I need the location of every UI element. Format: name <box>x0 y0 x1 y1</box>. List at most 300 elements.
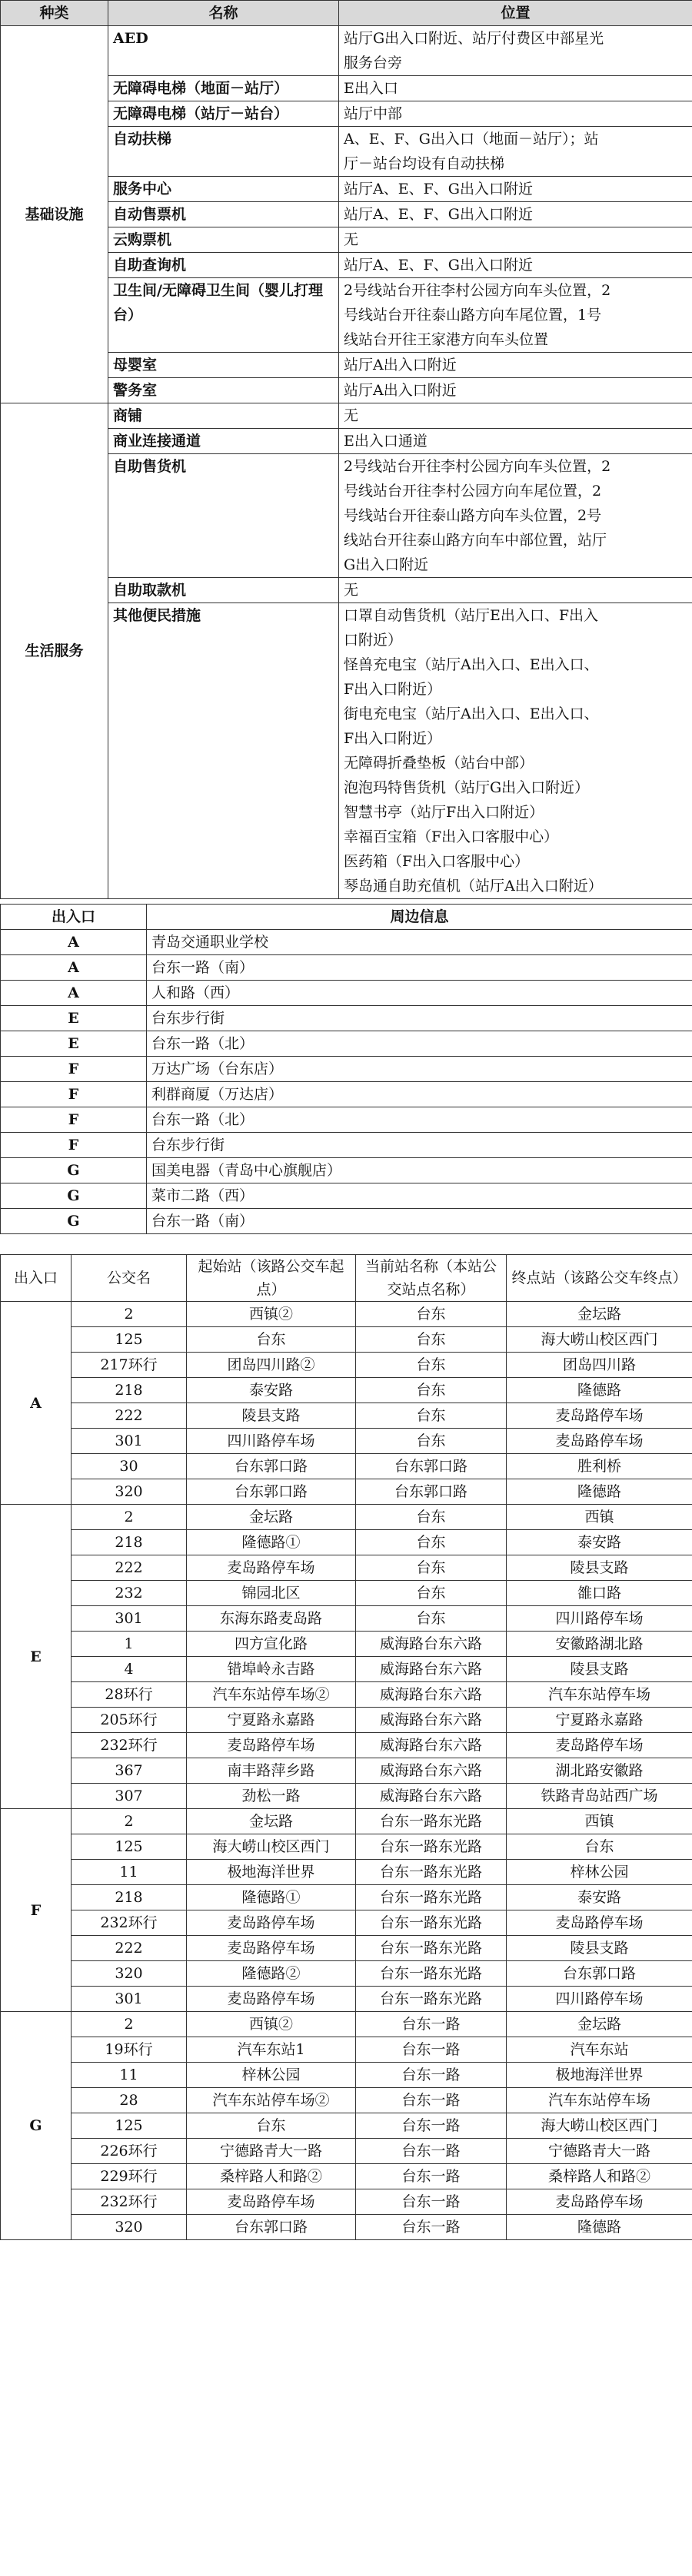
bus-body <box>1 1302 692 2240</box>
surroundings-gate: G <box>1 1209 147 1234</box>
surroundings-info: 台东步行街 <box>147 1006 692 1031</box>
bus-header-route: 公交名 <box>72 1255 187 1302</box>
bus-start-stop: 宁夏路永嘉路 <box>187 1708 356 1733</box>
bus-start-stop: 泰安路 <box>187 1378 356 1403</box>
bus-start-stop: 麦岛路停车场 <box>187 1733 356 1758</box>
bus-current-stop: 台东 <box>356 1403 507 1429</box>
bus-header-start: 起始站（该路公交车起点） <box>187 1255 356 1302</box>
bus-end-stop: 桑梓路人和路② <box>507 2164 692 2189</box>
bus-end-stop: 泰安路 <box>507 1885 692 1910</box>
surroundings-info: 台东一路（南） <box>147 1209 692 1234</box>
bus-row <box>1 1505 692 1530</box>
surroundings-section <box>0 904 692 1234</box>
bus-current-stop: 台东一路东光路 <box>356 1885 507 1910</box>
bus-current-stop: 台东 <box>356 1429 507 1454</box>
bus-current-stop: 台东一路 <box>356 2215 507 2240</box>
facility-location <box>339 429 692 454</box>
bus-start-stop: 汽车东站1 <box>187 2037 356 2063</box>
bus-current-stop: 威海路台东六路 <box>356 1758 507 1784</box>
facility-location-line: 2号线站台开往李村公园方向车头位置，2 <box>344 458 611 475</box>
bus-route-name: 11 <box>72 1860 187 1885</box>
facility-name: 其他便民措施 <box>108 603 339 899</box>
surroundings-gate: F <box>1 1133 147 1158</box>
bus-current-stop: 台东一路东光路 <box>356 1834 507 1860</box>
bus-route-name: 222 <box>72 1936 187 1961</box>
bus-route-name: 2 <box>72 2012 187 2037</box>
bus-current-stop: 台东 <box>356 1378 507 1403</box>
bus-end-stop: 隆德路 <box>507 1479 692 1505</box>
bus-start-stop: 南丰路萍乡路 <box>187 1758 356 1784</box>
bus-row <box>1 2037 692 2063</box>
surroundings-info: 台东一路（南） <box>147 955 692 981</box>
facility-location <box>339 378 692 403</box>
bus-route-name: 367 <box>72 1758 187 1784</box>
bus-row <box>1 1530 692 1555</box>
bus-row <box>1 1809 692 1834</box>
bus-current-stop: 台东一路东光路 <box>356 1809 507 1834</box>
surroundings-info: 青岛交通职业学校 <box>147 930 692 955</box>
facility-location <box>339 227 692 253</box>
bus-start-stop: 汽车东站停车场② <box>187 1682 356 1708</box>
bus-gate: F <box>1 1809 72 2012</box>
facility-location <box>339 454 692 578</box>
surroundings-info: 万达广场（台东店） <box>147 1057 692 1082</box>
bus-current-stop: 台东 <box>356 1530 507 1555</box>
bus-route-name: 2 <box>72 1505 187 1530</box>
bus-end-stop: 汽车东站停车场 <box>507 1682 692 1708</box>
bus-row <box>1 1936 692 1961</box>
bus-header-current: 当前站名称（本站公交站点名称） <box>356 1255 507 1302</box>
bus-table <box>0 1254 692 2240</box>
bus-start-stop: 陵县支路 <box>187 1403 356 1429</box>
surroundings-info: 台东一路（北） <box>147 1107 692 1133</box>
bus-route-name: 301 <box>72 1987 187 2012</box>
bus-row <box>1 2012 692 2037</box>
facility-location-line: 街电充电宝（站厅A出入口、E出入口、 <box>344 705 599 722</box>
bus-start-stop: 麦岛路停车场 <box>187 1936 356 1961</box>
bus-route-name: 19环行 <box>72 2037 187 2063</box>
bus-end-stop: 金坛路 <box>507 2012 692 2037</box>
surroundings-gate: F <box>1 1057 147 1082</box>
bus-current-stop: 台东 <box>356 1555 507 1581</box>
facility-location-line: 无 <box>344 231 359 248</box>
bus-row <box>1 1327 692 1353</box>
facility-location-line: 怪兽充电宝（站厅A出入口、E出入口、 <box>344 656 599 673</box>
bus-row <box>1 2139 692 2164</box>
bus-end-stop: 极地海洋世界 <box>507 2063 692 2088</box>
surroundings-row <box>1 930 692 955</box>
facility-location-line: 智慧书亭（站厅F出入口附近） <box>344 804 544 821</box>
bus-start-stop: 麦岛路停车场 <box>187 1910 356 1936</box>
bus-start-stop: 金坛路 <box>187 1505 356 1530</box>
facility-location-line: 站厅A出入口附近 <box>344 382 457 399</box>
surroundings-gate: E <box>1 1006 147 1031</box>
bus-route-name: 205环行 <box>72 1708 187 1733</box>
bus-row <box>1 1733 692 1758</box>
bus-current-stop: 台东一路 <box>356 2012 507 2037</box>
bus-route-name: 222 <box>72 1403 187 1429</box>
bus-route-name: 320 <box>72 1479 187 1505</box>
facility-location-line: 线站台开往王家港方向车头位置 <box>344 331 549 348</box>
facility-location <box>339 603 692 899</box>
bus-current-stop: 威海路台东六路 <box>356 1632 507 1657</box>
surroundings-row <box>1 1107 692 1133</box>
bus-start-stop: 海大崂山校区西门 <box>187 1834 356 1860</box>
bus-row <box>1 1834 692 1860</box>
facility-location-line: 线站台开往泰山路方向车中部位置，站厅 <box>344 532 607 549</box>
surroundings-row <box>1 981 692 1006</box>
bus-row <box>1 2088 692 2113</box>
facility-location-line: 泡泡玛特售货机（站厅G出入口附近） <box>344 779 590 796</box>
bus-row <box>1 2215 692 2240</box>
facility-location <box>339 177 692 202</box>
bus-row <box>1 1581 692 1606</box>
bus-row <box>1 1454 692 1479</box>
bus-start-stop: 四川路停车场 <box>187 1429 356 1454</box>
facility-category: 基础设施 <box>1 26 108 403</box>
bus-end-stop: 宁夏路永嘉路 <box>507 1708 692 1733</box>
bus-current-stop: 台东郭口路 <box>356 1479 507 1505</box>
bus-current-stop: 台东一路东光路 <box>356 1860 507 1885</box>
bus-row <box>1 1353 692 1378</box>
bus-row <box>1 1758 692 1784</box>
bus-row <box>1 1403 692 1429</box>
facility-name: 母婴室 <box>108 353 339 378</box>
facility-location-line: E出入口 <box>344 80 398 97</box>
bus-start-stop: 台东 <box>187 1327 356 1353</box>
bus-current-stop: 台东一路 <box>356 2113 507 2139</box>
bus-gate: A <box>1 1302 72 1505</box>
bus-row <box>1 1987 692 2012</box>
facilities-table <box>0 0 692 899</box>
bus-route-name: 11 <box>72 2063 187 2088</box>
facility-location <box>339 253 692 278</box>
bus-start-stop: 宁德路青大一路 <box>187 2139 356 2164</box>
facility-name: 商铺 <box>108 403 339 429</box>
bus-start-stop: 台东郭口路 <box>187 2215 356 2240</box>
surroundings-info: 菜市二路（西） <box>147 1183 692 1209</box>
facility-location-line: 口附近） <box>344 632 403 649</box>
bus-section <box>0 1254 692 2240</box>
bus-gate: G <box>1 2012 72 2240</box>
facility-location-line: 医药箱（F出入口客服中心） <box>344 853 530 870</box>
bus-start-stop: 隆德路① <box>187 1530 356 1555</box>
bus-current-stop: 威海路台东六路 <box>356 1784 507 1809</box>
facility-location-line: 厅－站台均设有自动扶梯 <box>344 155 505 172</box>
facility-category: 生活服务 <box>1 403 108 899</box>
facility-location-line: 站厅A、E、F、G出入口附近 <box>344 181 533 198</box>
bus-end-stop: 汽车东站停车场 <box>507 2088 692 2113</box>
surroundings-gate: F <box>1 1107 147 1133</box>
surroundings-gate: A <box>1 930 147 955</box>
bus-start-stop: 劲松一路 <box>187 1784 356 1809</box>
bus-route-name: 4 <box>72 1657 187 1682</box>
bus-current-stop: 威海路台东六路 <box>356 1708 507 1733</box>
bus-current-stop: 台东一路东光路 <box>356 1910 507 1936</box>
facility-location-line: 号线站台开往泰山路方向车头位置，2号 <box>344 507 602 524</box>
bus-route-name: 301 <box>72 1606 187 1632</box>
bus-start-stop: 团岛四川路② <box>187 1353 356 1378</box>
facility-location-line: 无障碍折叠垫板（站台中部） <box>344 755 534 772</box>
facility-name: 无障碍电梯（站厅－站台） <box>108 101 339 127</box>
bus-end-stop: 雒口路 <box>507 1581 692 1606</box>
facilities-header-category: 种类 <box>1 1 108 26</box>
bus-current-stop: 威海路台东六路 <box>356 1682 507 1708</box>
facility-location-line: 2号线站台开往李村公园方向车头位置，2 <box>344 282 611 299</box>
bus-end-stop: 金坛路 <box>507 1302 692 1327</box>
bus-current-stop: 台东一路 <box>356 2088 507 2113</box>
facility-location-line: F出入口附近） <box>344 730 442 747</box>
bus-start-stop: 麦岛路停车场 <box>187 1987 356 2012</box>
facility-row <box>1 26 692 76</box>
facility-name: 自动扶梯 <box>108 127 339 177</box>
bus-route-name: 229环行 <box>72 2164 187 2189</box>
facility-name: 无障碍电梯（地面－站厅） <box>108 76 339 101</box>
facility-location <box>339 76 692 101</box>
bus-route-name: 307 <box>72 1784 187 1809</box>
bus-route-name: 30 <box>72 1454 187 1479</box>
facility-location-line: 站厅A、E、F、G出入口附近 <box>344 206 533 223</box>
bus-end-stop: 胜利桥 <box>507 1454 692 1479</box>
bus-start-stop: 麦岛路停车场 <box>187 2189 356 2215</box>
facility-location-line: 幸福百宝箱（F出入口客服中心） <box>344 828 559 845</box>
bus-route-name: 222 <box>72 1555 187 1581</box>
facility-location-line: 号线站台开往泰山路方向车尾位置，1号 <box>344 307 602 324</box>
bus-row <box>1 1378 692 1403</box>
bus-end-stop: 隆德路 <box>507 2215 692 2240</box>
bus-row <box>1 1910 692 1936</box>
bus-gate: E <box>1 1505 72 1809</box>
bus-start-stop: 错埠岭永吉路 <box>187 1657 356 1682</box>
bus-route-name: 232环行 <box>72 2189 187 2215</box>
surroundings-info: 台东一路（北） <box>147 1031 692 1057</box>
bus-end-stop: 西镇 <box>507 1809 692 1834</box>
bus-end-stop: 隆德路 <box>507 1378 692 1403</box>
facility-location-line: 站厅A出入口附近 <box>344 357 457 373</box>
facility-location-line: F出入口附近） <box>344 681 442 698</box>
bus-end-stop: 四川路停车场 <box>507 1606 692 1632</box>
surroundings-gate: A <box>1 981 147 1006</box>
facility-location-line: E出入口通道 <box>344 433 428 450</box>
facility-location-line: 站厅A、E、F、G出入口附近 <box>344 257 533 274</box>
bus-route-name: 2 <box>72 1809 187 1834</box>
bus-end-stop: 台东 <box>507 1834 692 1860</box>
facility-name: 自动售票机 <box>108 202 339 227</box>
facilities-section <box>0 0 692 899</box>
facility-location-line: 号线站台开往李村公园方向车尾位置，2 <box>344 483 602 500</box>
facility-name: 自助查询机 <box>108 253 339 278</box>
bus-row <box>1 1708 692 1733</box>
bus-current-stop: 台东一路 <box>356 2139 507 2164</box>
bus-route-name: 28环行 <box>72 1682 187 1708</box>
bus-route-name: 232 <box>72 1581 187 1606</box>
bus-end-stop: 陵县支路 <box>507 1657 692 1682</box>
bus-current-stop: 台东一路东光路 <box>356 1936 507 1961</box>
facility-location-line: 无 <box>344 407 359 424</box>
facility-location-line: G出入口附近 <box>344 556 429 573</box>
bus-current-stop: 台东一路东光路 <box>356 1961 507 1987</box>
surroundings-row <box>1 1031 692 1057</box>
bus-start-stop: 台东郭口路 <box>187 1479 356 1505</box>
bus-end-stop: 台东郭口路 <box>507 1961 692 1987</box>
facility-location <box>339 278 692 353</box>
bus-start-stop: 隆德路① <box>187 1885 356 1910</box>
bus-current-stop: 台东一路 <box>356 2063 507 2088</box>
facilities-header-row <box>1 1 692 26</box>
bus-row <box>1 1429 692 1454</box>
facility-location-line: 无 <box>344 582 359 599</box>
bus-current-stop: 台东郭口路 <box>356 1454 507 1479</box>
bus-row <box>1 1606 692 1632</box>
bus-route-name: 301 <box>72 1429 187 1454</box>
bus-end-stop: 陵县支路 <box>507 1555 692 1581</box>
bus-end-stop: 海大崂山校区西门 <box>507 2113 692 2139</box>
bus-header-gate: 出入口 <box>1 1255 72 1302</box>
facilities-header-name: 名称 <box>108 1 339 26</box>
bus-current-stop: 台东 <box>356 1353 507 1378</box>
bus-route-name: 320 <box>72 1961 187 1987</box>
surroundings-gate: F <box>1 1082 147 1107</box>
bus-row <box>1 1784 692 1809</box>
surroundings-row <box>1 1133 692 1158</box>
facility-location <box>339 578 692 603</box>
bus-route-name: 218 <box>72 1378 187 1403</box>
bus-end-stop: 麦岛路停车场 <box>507 1429 692 1454</box>
facility-name: 服务中心 <box>108 177 339 202</box>
facility-name: 自助取款机 <box>108 578 339 603</box>
bus-start-stop: 隆德路② <box>187 1961 356 1987</box>
surroundings-row <box>1 1006 692 1031</box>
bus-route-name: 232环行 <box>72 1910 187 1936</box>
surroundings-row <box>1 1057 692 1082</box>
bus-end-stop: 麦岛路停车场 <box>507 1403 692 1429</box>
surroundings-row <box>1 1082 692 1107</box>
bus-current-stop: 台东 <box>356 1302 507 1327</box>
bus-start-stop: 锦园北区 <box>187 1581 356 1606</box>
bus-end-stop: 西镇 <box>507 1505 692 1530</box>
facility-name: AED <box>108 26 339 76</box>
facility-location-line: 服务台旁 <box>344 55 403 71</box>
bus-header-end: 终点站（该路公交车终点） <box>507 1255 692 1302</box>
facilities-header-location: 位置 <box>339 1 692 26</box>
surroundings-header-info: 周边信息 <box>147 905 692 930</box>
bus-end-stop: 陵县支路 <box>507 1936 692 1961</box>
bus-current-stop: 台东 <box>356 1327 507 1353</box>
surroundings-gate: G <box>1 1183 147 1209</box>
bus-row <box>1 1860 692 1885</box>
bus-route-name: 28 <box>72 2088 187 2113</box>
bus-start-stop: 梓林公园 <box>187 2063 356 2088</box>
facility-row <box>1 403 692 429</box>
bus-end-stop: 团岛四川路 <box>507 1353 692 1378</box>
facility-location-line: 琴岛通自助充值机（站厅A出入口附近） <box>344 878 603 895</box>
bus-end-stop: 麦岛路停车场 <box>507 1733 692 1758</box>
bus-current-stop: 台东一路 <box>356 2164 507 2189</box>
bus-start-stop: 桑梓路人和路② <box>187 2164 356 2189</box>
surroundings-row <box>1 1158 692 1183</box>
bus-start-stop: 西镇② <box>187 1302 356 1327</box>
bus-row <box>1 2063 692 2088</box>
bus-start-stop: 四方宣化路 <box>187 1632 356 1657</box>
bus-current-stop: 台东 <box>356 1505 507 1530</box>
bus-row <box>1 1302 692 1327</box>
bus-end-stop: 麦岛路停车场 <box>507 2189 692 2215</box>
bus-current-stop: 台东 <box>356 1606 507 1632</box>
surroundings-row <box>1 1209 692 1234</box>
bus-route-name: 226环行 <box>72 2139 187 2164</box>
facility-location-line: A、E、F、G出入口（地面－站厅）；站 <box>344 131 599 148</box>
bus-current-stop: 台东一路东光路 <box>356 1987 507 2012</box>
facility-name: 卫生间/无障碍卫生间（婴儿打理台） <box>108 278 339 353</box>
bus-end-stop: 梓林公园 <box>507 1860 692 1885</box>
surroundings-info: 利群商厦（万达店） <box>147 1082 692 1107</box>
bus-row <box>1 1479 692 1505</box>
bus-row <box>1 1885 692 1910</box>
bus-row <box>1 1632 692 1657</box>
bus-end-stop: 安徽路湖北路 <box>507 1632 692 1657</box>
bus-end-stop: 泰安路 <box>507 1530 692 1555</box>
surroundings-row <box>1 955 692 981</box>
facility-location <box>339 403 692 429</box>
facility-location-line: 站厅G出入口附近、站厅付费区中部星光 <box>344 30 604 47</box>
surroundings-info: 人和路（西） <box>147 981 692 1006</box>
bus-start-stop: 金坛路 <box>187 1809 356 1834</box>
bus-end-stop: 海大崂山校区西门 <box>507 1327 692 1353</box>
facility-name: 商业连接通道 <box>108 429 339 454</box>
surroundings-gate: A <box>1 955 147 981</box>
bus-current-stop: 威海路台东六路 <box>356 1733 507 1758</box>
bus-current-stop: 台东一路 <box>356 2037 507 2063</box>
surroundings-body <box>1 930 692 1234</box>
bus-route-name: 125 <box>72 1834 187 1860</box>
bus-end-stop: 宁德路青大一路 <box>507 2139 692 2164</box>
bus-route-name: 218 <box>72 1530 187 1555</box>
bus-route-name: 125 <box>72 1327 187 1353</box>
facility-name: 自助售货机 <box>108 454 339 578</box>
bus-route-name: 217环行 <box>72 1353 187 1378</box>
bus-start-stop: 汽车东站停车场② <box>187 2088 356 2113</box>
bus-start-stop: 台东郭口路 <box>187 1454 356 1479</box>
bus-row <box>1 2189 692 2215</box>
facility-location <box>339 353 692 378</box>
bus-current-stop: 台东 <box>356 1581 507 1606</box>
surroundings-gate: G <box>1 1158 147 1183</box>
bus-route-name: 125 <box>72 2113 187 2139</box>
bus-start-stop: 麦岛路停车场 <box>187 1555 356 1581</box>
bus-end-stop: 湖北路安徽路 <box>507 1758 692 1784</box>
bus-end-stop: 铁路青岛站西广场 <box>507 1784 692 1809</box>
bus-end-stop: 四川路停车场 <box>507 1987 692 2012</box>
facility-location <box>339 26 692 76</box>
bus-row <box>1 2164 692 2189</box>
bus-route-name: 320 <box>72 2215 187 2240</box>
bus-row <box>1 1555 692 1581</box>
facility-name: 云购票机 <box>108 227 339 253</box>
bus-start-stop: 台东 <box>187 2113 356 2139</box>
surroundings-info: 国美电器（青岛中心旗舰店） <box>147 1158 692 1183</box>
bus-header-row <box>1 1255 692 1302</box>
bus-current-stop: 台东一路 <box>356 2189 507 2215</box>
surroundings-header-gate: 出入口 <box>1 905 147 930</box>
bus-row <box>1 1657 692 1682</box>
bus-start-stop: 西镇② <box>187 2012 356 2037</box>
surroundings-header-row <box>1 905 692 930</box>
bus-current-stop: 威海路台东六路 <box>356 1657 507 1682</box>
surroundings-info: 台东步行街 <box>147 1133 692 1158</box>
bus-start-stop: 极地海洋世界 <box>187 1860 356 1885</box>
bus-route-name: 218 <box>72 1885 187 1910</box>
surroundings-row <box>1 1183 692 1209</box>
